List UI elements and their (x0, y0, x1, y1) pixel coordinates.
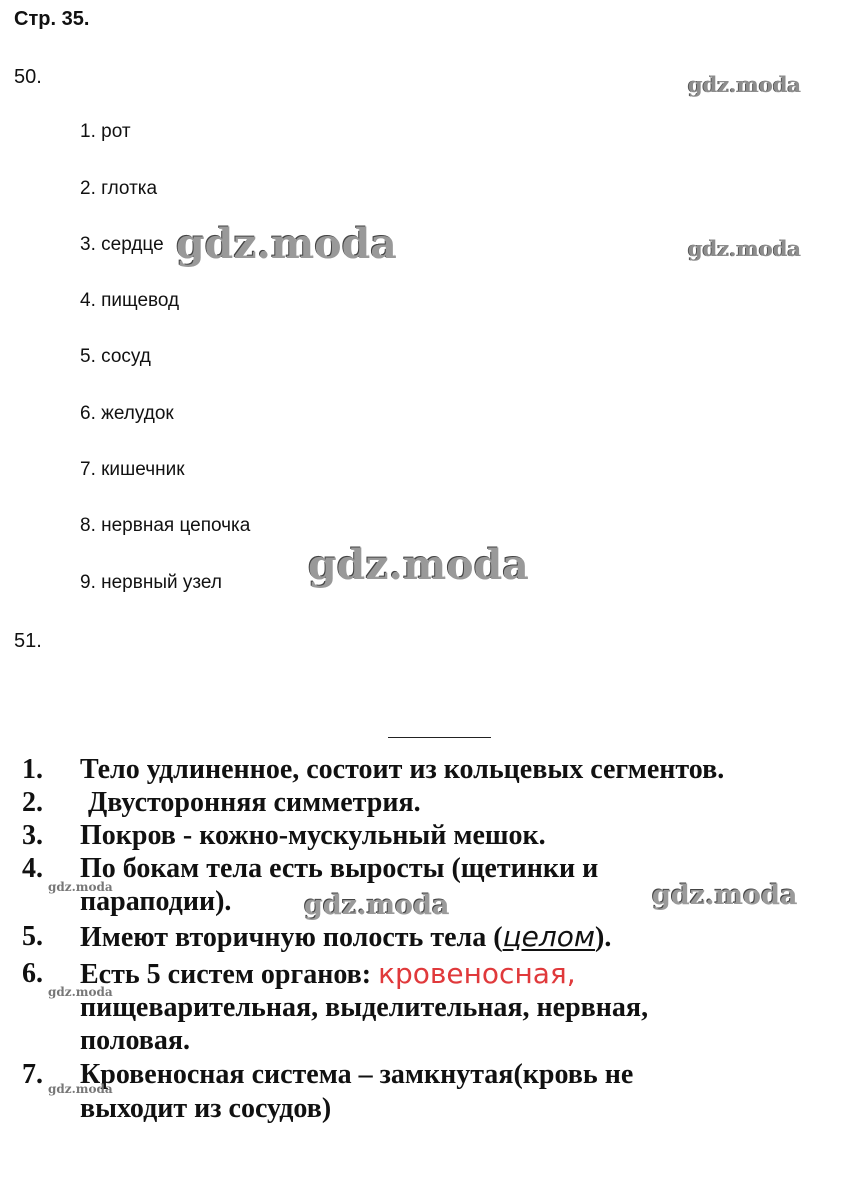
item-number: 1. (22, 754, 43, 785)
watermark: gdz.moda (176, 220, 397, 268)
item-text (80, 920, 611, 954)
item-text-pre: Имеют вторичную полость тела ( (80, 922, 503, 953)
watermark: gdz.moda (48, 985, 113, 999)
item-text-pre: Есть 5 систем органов: (80, 959, 379, 990)
item-text: Тело удлиненное, состоит из кольцевых сегментов. (80, 754, 725, 785)
watermark: gdz.moda (688, 72, 802, 97)
list-item: 7. кишечник (80, 459, 185, 480)
item-text-post: ). (595, 922, 612, 953)
item-text: Двусторонняя симметрия. (88, 787, 421, 818)
item-number: 4. (22, 853, 43, 884)
list-item: 6. желудок (80, 403, 174, 424)
list-item: 2. глотка (80, 178, 158, 199)
item-text (80, 957, 576, 991)
divider (388, 737, 491, 738)
watermark: gdz.moda (688, 236, 802, 261)
item-text-continued: пищеварительная, выделительная, нервная, (80, 992, 649, 1023)
item-number: 2. (22, 787, 43, 818)
watermark: gdz.moda (652, 880, 798, 911)
list-item: 5. сосуд (80, 346, 151, 367)
watermark: gdz.moda (48, 1082, 113, 1096)
item-number: 6. (22, 958, 43, 989)
list-item: 3. сердце (80, 234, 164, 255)
item-number: 3. (22, 820, 43, 851)
list-item: 1. рот (80, 121, 131, 142)
item-text: По бокам тела есть выросты (щетинки и (80, 853, 599, 884)
item-text-continued: половая. (80, 1025, 191, 1056)
item-number: 5. (22, 921, 43, 952)
watermark: gdz.moda (48, 880, 113, 894)
page-label: Стр. 35. (14, 8, 90, 30)
watermark: gdz.moda (304, 890, 450, 921)
list-item: 9. нервный узел (80, 572, 222, 593)
task-50-number: 50. (14, 66, 42, 88)
item-text-continued: параподии). (80, 886, 232, 917)
list-item: 4. пищевод (80, 290, 180, 311)
item-text: Покров - кожно-мускульный мешок. (80, 820, 546, 851)
highlighted-word: кровеносная, (378, 957, 576, 990)
list-item: 8. нервная цепочка (80, 515, 251, 536)
item-number: 7. (22, 1059, 43, 1090)
task-51-number: 51. (14, 630, 42, 652)
item-text-continued: выходит из сосудов) (80, 1093, 332, 1124)
watermark: gdz.moda (308, 541, 529, 589)
term-celom: целом (502, 920, 596, 953)
item-text: Кровеносная система – замкнутая(кровь не (80, 1059, 634, 1090)
